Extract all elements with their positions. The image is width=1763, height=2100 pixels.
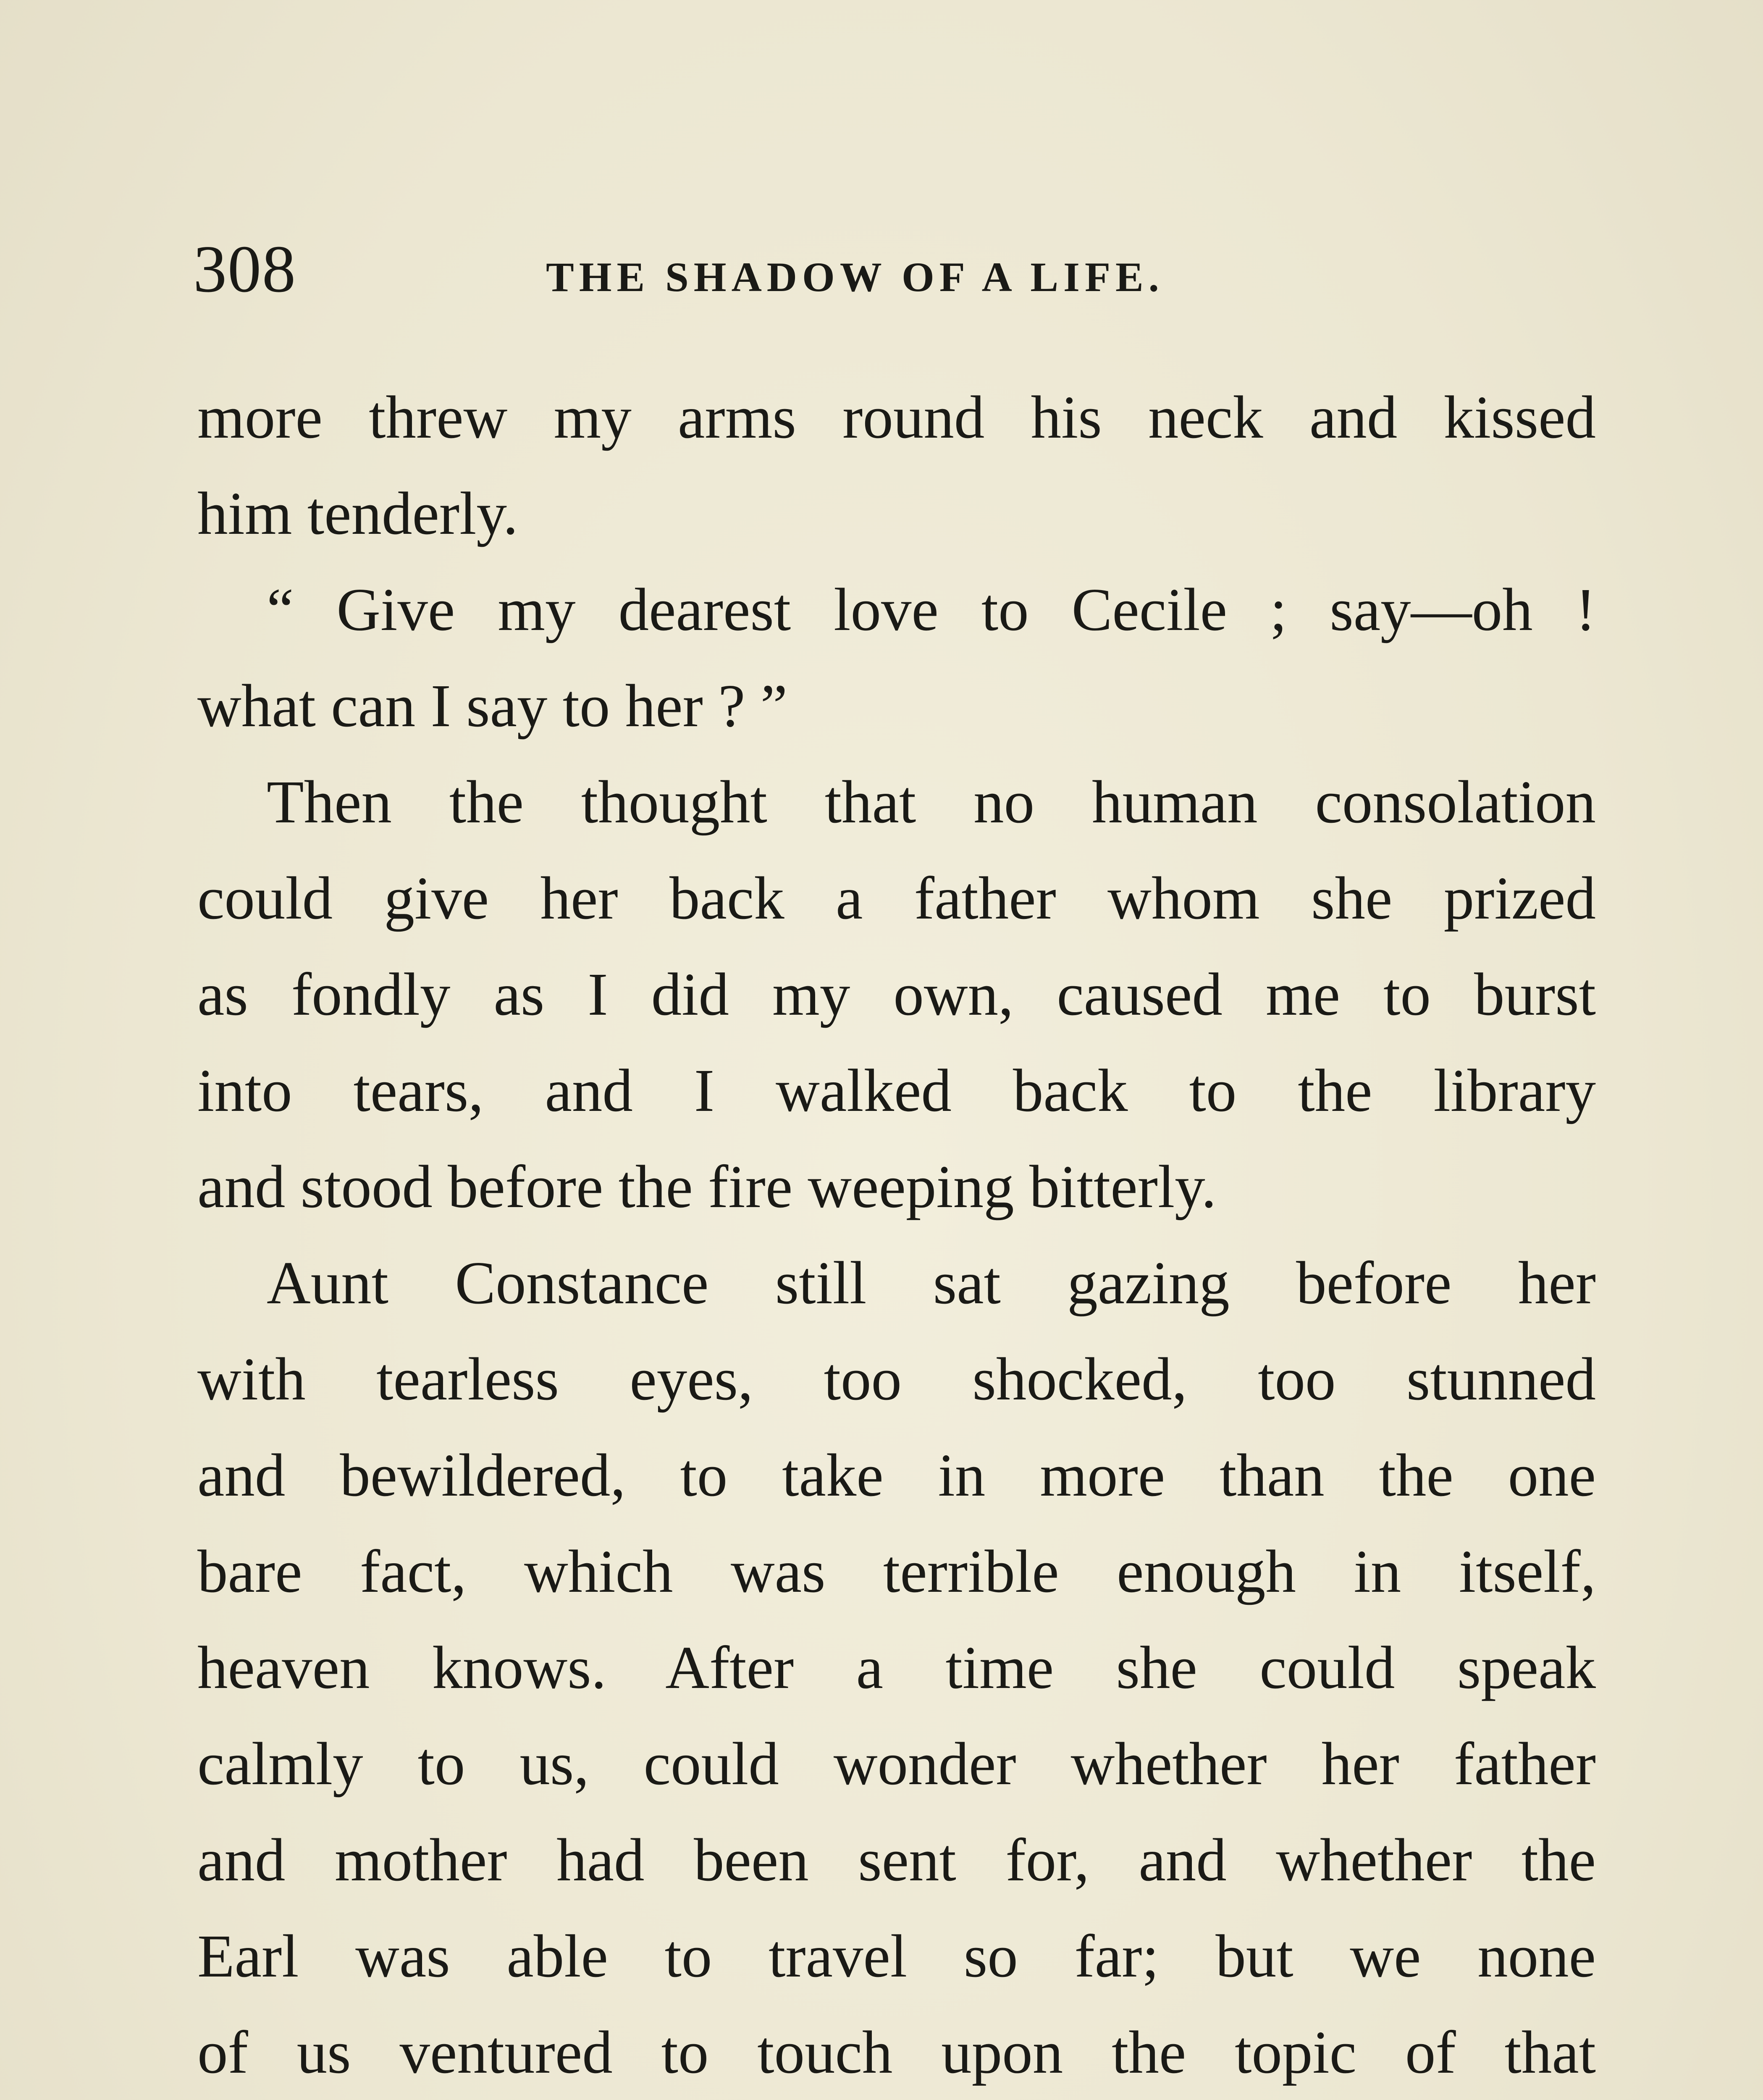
text-line: and stood before the fire weeping bitterly. (197, 1153, 1217, 1221)
text-line: Earl was able to travel so far; but we none (197, 1923, 1596, 1990)
running-title: THE SHADOW OF A LIFE. (546, 254, 1164, 300)
text-line: of us ventured to touch upon the topic of that (197, 2019, 1596, 2086)
text-line: as fondly as I did my own, caused me to burst (197, 961, 1596, 1028)
page-header (193, 218, 1600, 306)
body-text (197, 370, 1596, 2100)
text-line: him tenderly. (197, 480, 518, 547)
page-number: 308 (193, 231, 296, 306)
text-line: with tearless eyes, too shocked, too stunned (197, 1346, 1596, 1413)
text-line: what can I say to her ? ” (197, 672, 788, 740)
text-line: Aunt Constance still sat gazing before her (267, 1250, 1596, 1317)
text-line: calmly to us, could wonder whether her father (197, 1730, 1596, 1798)
text-line: bare fact, which was terrible enough in itself, (197, 1538, 1596, 1605)
text-line: heaven knows. After a time she could speak (197, 1634, 1596, 1701)
text-line: Then the thought that no human consolation (267, 769, 1596, 836)
text-line: and bewildered, to take in more than the one (197, 1442, 1596, 1509)
text-line: into tears, and I walked back to the library (197, 1057, 1596, 1124)
text-line: “ Give my dearest love to Cecile ; say—oh ! (267, 576, 1596, 643)
text-line: and mother had been sent for, and whether the (197, 1827, 1596, 1894)
text-line: more threw my arms round his neck and kissed (197, 384, 1596, 451)
text-line: could give her back a father whom she prized (197, 865, 1596, 932)
